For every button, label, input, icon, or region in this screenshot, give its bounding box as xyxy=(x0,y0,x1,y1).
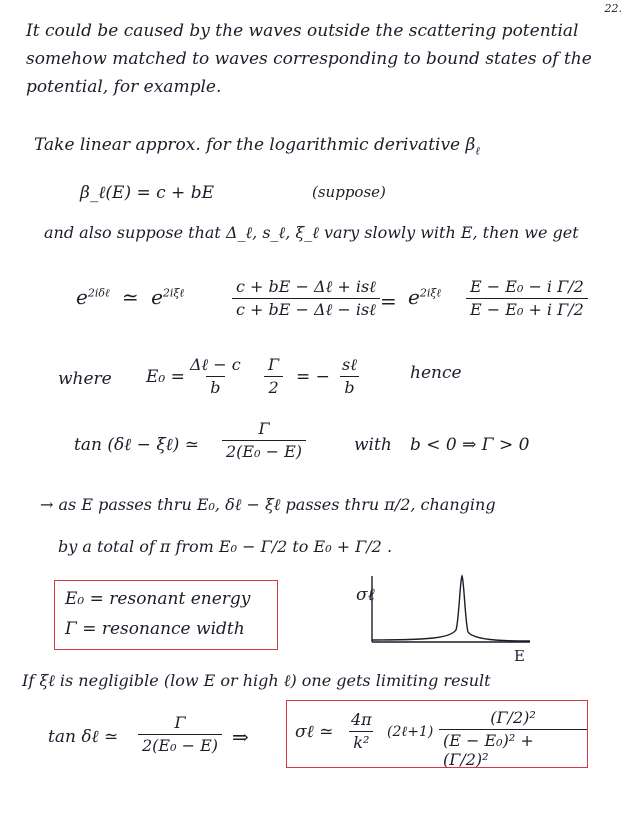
page-number: 22. xyxy=(604,2,622,15)
sigma-coef-den: k² xyxy=(349,731,373,752)
sigma-coef-num: 4π xyxy=(351,710,372,729)
equation-beta: β_ℓ(E) = c + bE xyxy=(80,183,214,203)
eq2-rhs-e: e xyxy=(408,285,420,309)
tan-eq-lhs: tan (δℓ − ξℓ) ≃ xyxy=(74,435,200,455)
eq2-equals: = xyxy=(380,289,397,313)
definition-e0: E₀ = resonant energy xyxy=(65,589,251,609)
sigma-factor: (2ℓ+1) xyxy=(387,724,434,740)
definition-box xyxy=(54,580,278,650)
where-label: where xyxy=(58,369,112,389)
e0-lhs: E₀ = xyxy=(146,367,185,387)
sigma-res-den: (E − E₀)² + (Γ/2)² xyxy=(439,729,587,769)
limit-tan-lhs: tan δℓ ≃ xyxy=(48,727,119,747)
sigma-resonance-fraction xyxy=(439,709,587,769)
gamma-rhs-fraction xyxy=(338,356,361,398)
sketch-xlabel: E xyxy=(514,647,525,665)
eq2-rhs-sup: 2iξℓ xyxy=(419,286,442,300)
tan-eq-den: 2(E₀ − E) xyxy=(222,440,306,461)
resonance-sketch xyxy=(350,570,540,660)
definition-gamma: Γ = resonance width xyxy=(65,619,245,639)
para1-line3: potential, for example. xyxy=(26,77,222,97)
gamma-half-den: 2 xyxy=(264,376,282,397)
gamma-eq: = − xyxy=(296,367,330,387)
eq2-lhs xyxy=(76,286,184,308)
para1-line1: It could be caused by the waves outside the scattering potential xyxy=(26,21,579,41)
take-line1-sub: ℓ xyxy=(475,144,480,158)
passes-line1: → as E passes thru E₀, δℓ − ξℓ passes thru π/2, changing xyxy=(40,495,496,514)
sigma-res-num: (Γ/2)² xyxy=(490,708,536,727)
sketch-peak-curve xyxy=(372,576,530,641)
e0-num: Δℓ − c xyxy=(190,355,241,374)
eq2-fraction1 xyxy=(232,278,380,320)
e0-fraction xyxy=(186,356,245,398)
para1-line2: somehow matched to waves corresponding to bound states of the xyxy=(26,49,592,69)
limit-line: If ξℓ is negligible (low E or high ℓ) one gets limiting result xyxy=(22,671,491,690)
eq2-lhs-a-sup: 2iδℓ xyxy=(87,286,110,300)
eq2-fraction2-num: E − E₀ − i Γ/2 xyxy=(470,277,584,296)
eq2-lhs-b: e xyxy=(151,285,163,309)
eq2-approx: ≃ xyxy=(121,285,139,309)
take-line1-text: Take linear approx. for the logarithmic derivative β xyxy=(34,135,476,155)
hence-label: hence xyxy=(410,363,462,383)
tan-eq-num: Γ xyxy=(258,419,270,438)
take-line2: and also suppose that Δ_ℓ, s_ℓ, ξ_ℓ vary slowly with E, then we get xyxy=(44,223,579,242)
tan-eq-condition: b < 0 ⇒ Γ > 0 xyxy=(410,435,530,455)
eq2-lhs-b-sup: 2iξℓ xyxy=(162,286,185,300)
eq2-fraction2-den: E − E₀ + i Γ/2 xyxy=(466,298,588,319)
gamma-half-num: Γ xyxy=(268,355,280,374)
limit-arrow: ⇒ xyxy=(232,725,249,749)
sigma-lhs: σℓ ≃ xyxy=(295,722,334,742)
eq2-rhs-exp xyxy=(408,286,441,308)
cross-section-box xyxy=(286,700,588,768)
limit-tan-fraction xyxy=(138,714,222,756)
gamma-rhs-den: b xyxy=(340,376,358,397)
gamma-rhs-num: sℓ xyxy=(342,355,357,374)
equation-beta-note: (suppose) xyxy=(312,183,386,201)
eq2-fraction2 xyxy=(466,278,588,320)
tan-eq-fraction xyxy=(222,420,306,462)
sigma-coef-fraction xyxy=(347,711,376,753)
eq2-lhs-a: e xyxy=(76,285,88,309)
eq2-fraction1-num: c + bE − Δℓ + isℓ xyxy=(236,277,376,296)
gamma-half-fraction xyxy=(264,356,283,398)
limit-tan-num: Γ xyxy=(174,713,186,732)
passes-line2: by a total of π from E₀ − Γ/2 to E₀ + Γ/2 . xyxy=(58,537,393,556)
tan-eq-with: with xyxy=(354,435,392,455)
sketch-ylabel: σℓ xyxy=(356,585,375,605)
e0-den: b xyxy=(206,376,224,397)
take-line1 xyxy=(34,136,480,157)
eq2-fraction1-den: c + bE − Δℓ − isℓ xyxy=(232,298,380,319)
limit-tan-den: 2(E₀ − E) xyxy=(138,734,222,755)
